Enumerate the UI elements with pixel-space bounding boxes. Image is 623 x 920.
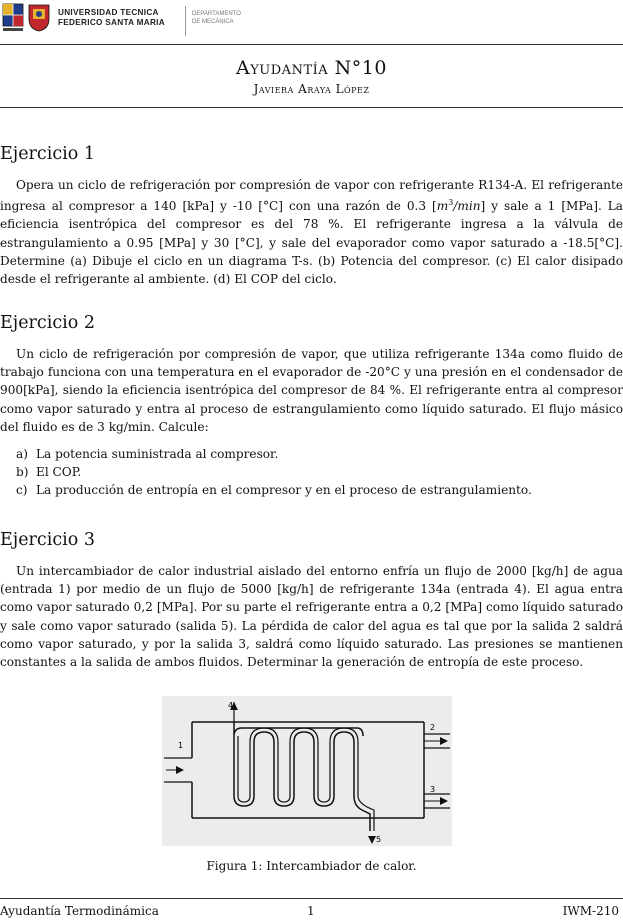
top-rule — [0, 44, 623, 45]
footer-page-number: 1 — [307, 904, 315, 918]
list-item: c) La producción de entropía en el compresor y en el proceso de estrangulamiento. — [16, 483, 532, 497]
exercise-1-heading: Ejercicio 1 — [0, 144, 95, 164]
page-header — [0, 0, 623, 44]
title-rule — [0, 107, 623, 108]
document-title: Ayudantía N°10 — [236, 57, 387, 79]
exercise-2-text: Un ciclo de refrigeración por compresión de vapor, que utiliza refrigerante 134a como fluido de trabajo funciona con una temperatura en el evaporador de -20°C y una presión en el condensador de 900[kPa], siendo la eficiencia isentrópica del compresor de 84 %. El refrigerante entra al compresor como vapor saturado y entra al proceso de estrangulamiento como líquido saturado. El flujo másico del fluido es de 3 kg/min. Calcule: — [0, 347, 623, 434]
exercise-3-text: Un intercambiador de calor industrial aislado del entorno enfría un flujo de 2000 [kg/h] de agua (entrada 1) por medio de un flujo de 5000 [kg/h] de refrigerante 134a (entrada 4). El agua entra como vapor saturado 0,2 [MPa]. Por su parte el refrigerante entra a 0,2 [MPa] como líquido saturado y sale como vapor saturado (salida 5). La pérdida de calor del agua es tal que por la salida 2 saldrá como vapor saturado, y por la salida 3, saldrá como líquido saturado. Las presiones se mantienen constantes a la salida de ambos fluidos. Determinar la generación de entropía de este proceso. — [0, 564, 623, 670]
exercise-2-heading: Ejercicio 2 — [0, 313, 95, 333]
exercise-1-text: Opera un ciclo de refrigeración por compresión de vapor con refrigerante R134-A. El refrigerante ingresa al compresor a 140 [kPa] y -10 [°C] con una razón de 0.3 $[m^3/\min]$ y sale a 1 [MPa]. La eficiencia isentrópica del compresor es del 78 %. El refrigerante ingresa a la válvula de estrangulamiento a 0.95 [MPa] y 30 [°C], y sale del evaporador como vapor saturado a -18.5[°C]. Determine (a) Dibuje el ciclo en un diagrama T-s. (b) Potencia del compresor. (c) El calor disipado desde el refrigerante al ambiente. (d) El COP del ciclo. — [0, 178, 623, 287]
exercise-2-list — [16, 445, 616, 499]
university-crest-icon — [2, 3, 24, 33]
list-item: b) El COP. — [16, 465, 82, 479]
heat-exchanger-figure — [162, 696, 452, 846]
university-seal-icon — [27, 3, 51, 33]
footer-rule — [0, 898, 623, 899]
heat-exchanger-diagram — [162, 696, 452, 846]
footer-course-code: IWM-210 — [562, 904, 619, 918]
inlet-4-label: 4 — [228, 701, 234, 710]
footer-course: Ayudantía Termodinámica — [0, 904, 159, 918]
header-divider — [185, 6, 186, 36]
university-name: UNIVERSIDAD TECNICA FEDERICO SANTA MARIA — [58, 8, 165, 27]
outlet-2-label: 2 — [430, 723, 436, 732]
figure-caption: Figura 1: Intercambiador de calor. — [206, 859, 417, 873]
inlet-1-label: 1 — [178, 741, 184, 750]
document-author: Javiera Araya López — [253, 82, 370, 96]
department-name: DEPARTAMENTO DE MECÁNICA — [192, 11, 241, 25]
outlet-3-label: 3 — [430, 785, 436, 794]
exercise-3-heading: Ejercicio 3 — [0, 530, 95, 550]
list-item: a) La potencia suministrada al compresor. — [16, 447, 279, 461]
outlet-5-label: 5 — [376, 835, 382, 844]
